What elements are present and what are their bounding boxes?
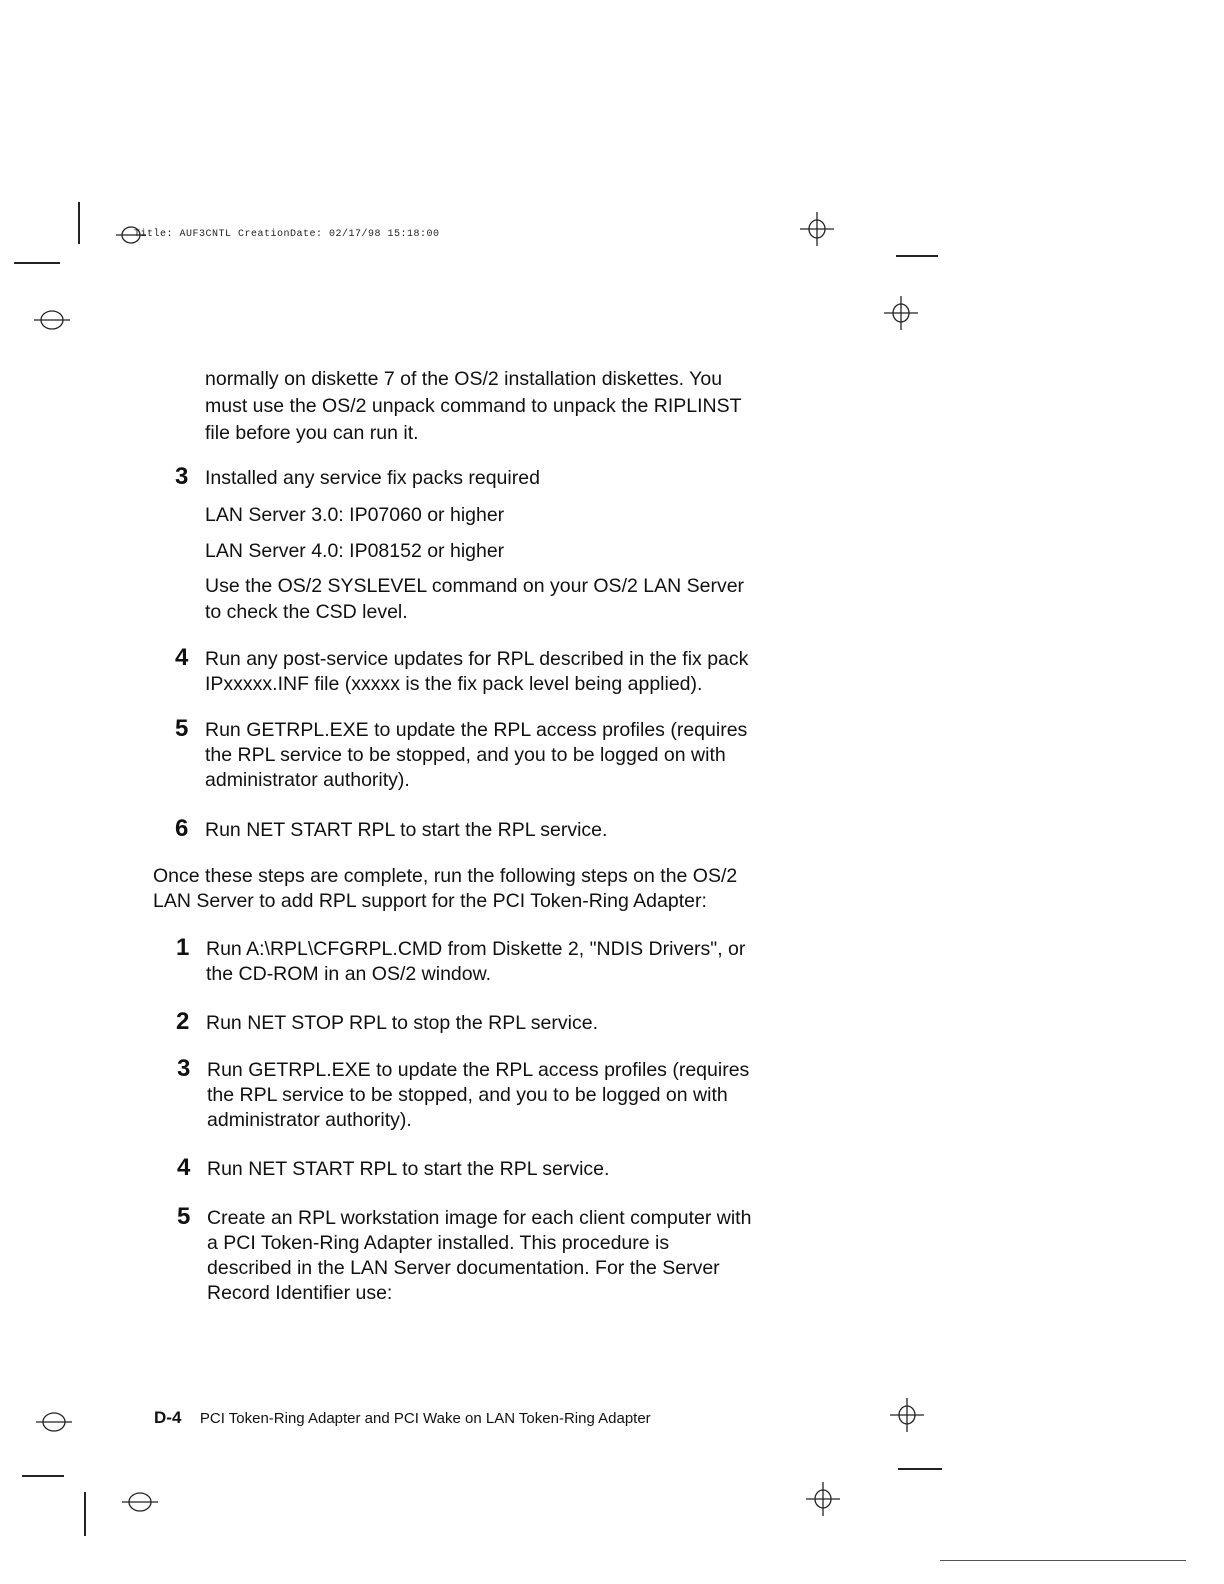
text-line: Once these steps are complete, run the following steps on the OS/2 — [153, 865, 738, 887]
text-line: normally on diskette 7 of the OS/2 installation diskettes. You — [205, 368, 723, 390]
step-text: the RPL service to be stopped, and you to be logged on with — [207, 1084, 728, 1106]
step-text: Installed any service fix packs required — [205, 467, 540, 489]
step-number: 1 — [176, 934, 190, 961]
step-text: the CD-ROM in an OS/2 window. — [206, 963, 492, 985]
list-item — [176, 1008, 598, 1036]
text-line: Use the OS/2 SYSLEVEL command on your OS/2 LAN Server — [205, 575, 745, 597]
step-number: 3 — [177, 1055, 191, 1082]
step-text: Run GETRPL.EXE to update the RPL access profiles (requires — [205, 719, 748, 741]
step-text: IPxxxxx.INF file (xxxxx is the fix pack level being applied). — [205, 673, 703, 695]
step-text: described in the LAN Server documentation. For the Server — [207, 1257, 720, 1279]
crop-mark-right-top-horizontal — [896, 255, 938, 257]
step-text: Run GETRPL.EXE to update the RPL access profiles (requires — [207, 1059, 750, 1081]
list-item — [177, 1055, 750, 1133]
intro-continuation — [205, 366, 825, 447]
transition-paragraph — [153, 864, 737, 914]
text-line: must use the OS/2 unpack command to unpack the RIPLINST — [205, 395, 742, 417]
step-text: Run A:\RPL\CFGRPL.CMD from Diskette 2, "NDIS Drivers", or — [206, 938, 746, 960]
text-line: file before you can run it. — [205, 422, 419, 444]
syslevel-note — [205, 573, 744, 625]
step-number: 3 — [175, 463, 189, 490]
crop-mark-left-top-horizontal — [14, 262, 60, 264]
list-item — [175, 644, 749, 697]
requirement-line: LAN Server 3.0: IP07060 or higher — [205, 504, 505, 526]
step-text: administrator authority). — [207, 1109, 412, 1131]
registration-mark-icon — [34, 308, 70, 332]
list-item — [175, 715, 748, 793]
crop-mark-left-top-vertical — [78, 202, 80, 244]
crop-mark-right-bottom-horizontal — [898, 1468, 942, 1470]
crosshair-mark-icon — [884, 296, 918, 330]
list-item — [177, 1203, 752, 1306]
list-item — [175, 463, 540, 491]
step-number: 4 — [175, 644, 189, 671]
bottom-edge-scan-line — [940, 1560, 1186, 1561]
crosshair-mark-icon — [800, 212, 834, 246]
running-title: PCI Token-Ring Adapter and PCI Wake on LAN Token-Ring Adapter — [199, 1410, 651, 1427]
registration-mark-icon — [122, 1490, 158, 1514]
text-line: to check the CSD level. — [205, 601, 408, 623]
step-number: 5 — [175, 715, 189, 742]
list-item — [177, 1154, 610, 1182]
registration-mark-icon — [36, 1410, 72, 1434]
requirement-line: LAN Server 4.0: IP08152 or higher — [205, 540, 505, 562]
crosshair-mark-icon — [890, 1398, 924, 1432]
step-text: Run NET STOP RPL to stop the RPL service. — [206, 1012, 598, 1034]
step-text: Run any post-service updates for RPL described in the fix pack — [205, 648, 749, 670]
text-line: LAN Server to add RPL support for the PCI Token-Ring Adapter: — [153, 890, 707, 912]
page-footer — [154, 1408, 651, 1428]
crop-mark-left-bottom-horizontal — [22, 1475, 64, 1477]
list-item — [176, 934, 746, 987]
step-text: the RPL service to be stopped, and you to be logged on with — [205, 744, 726, 766]
step-text: a PCI Token-Ring Adapter installed. This procedure is — [207, 1232, 670, 1254]
step-text: administrator authority). — [205, 769, 410, 791]
step-number: 6 — [175, 815, 189, 842]
list-item — [175, 815, 608, 843]
step-text: Record Identifier use: — [207, 1282, 393, 1304]
page-number: D-4 — [154, 1408, 182, 1427]
step-number: 5 — [177, 1203, 191, 1230]
crosshair-mark-icon — [806, 1482, 840, 1516]
step-text: Run NET START RPL to start the RPL service. — [205, 819, 608, 841]
step-text: Run NET START RPL to start the RPL service. — [207, 1158, 610, 1180]
step-number: 4 — [177, 1154, 191, 1181]
crop-mark-left-bottom-vertical — [84, 1492, 86, 1536]
step-text: Create an RPL workstation image for each client computer with — [207, 1207, 752, 1229]
step-number: 2 — [176, 1008, 190, 1035]
print-meta-line: Title: AUF3CNTL CreationDate: 02/17/98 15:18:00 — [134, 229, 440, 240]
